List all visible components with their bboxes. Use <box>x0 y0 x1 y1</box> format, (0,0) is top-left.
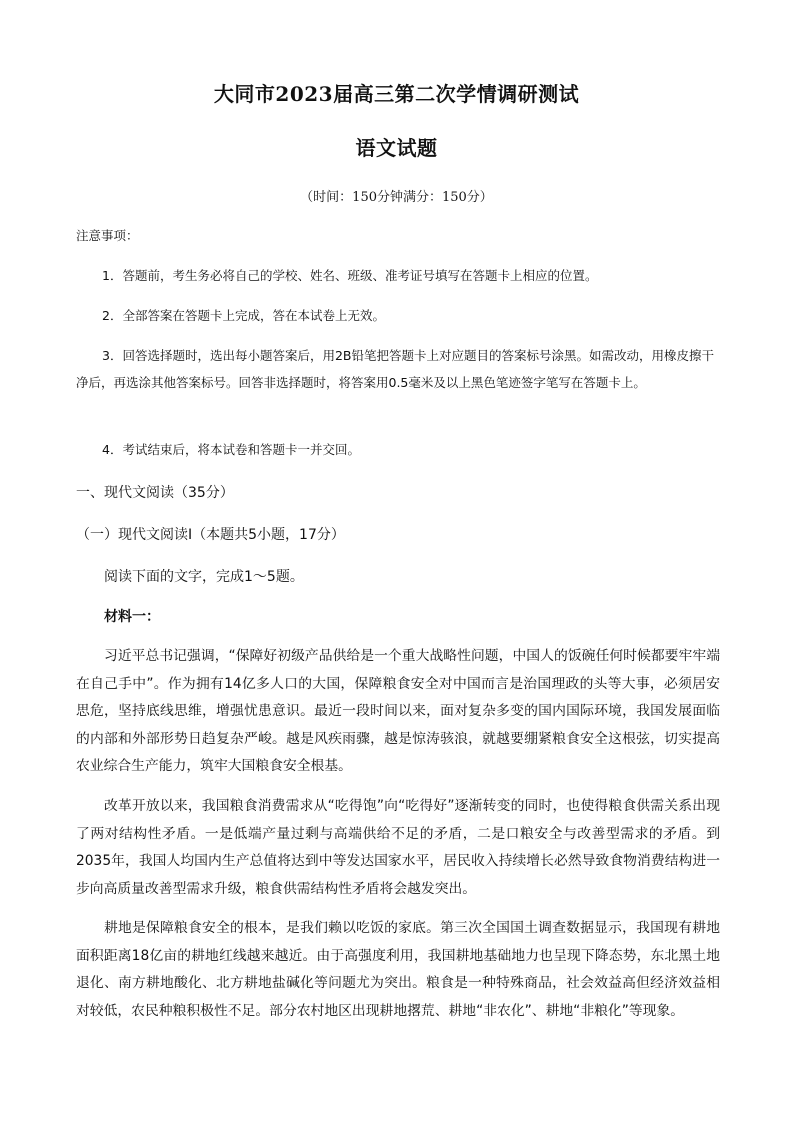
notice-item-4: 4．考试结束后，将本试卷和答题卡一并交回。 <box>102 442 360 457</box>
exam-title: 大同市2023届高三第二次学情调研测试 <box>213 82 580 106</box>
section-heading: 一、现代文阅读（35分） <box>76 485 234 501</box>
section-subheading: （一）现代文阅读Ⅰ（本题共5小题，17分） <box>76 527 345 543</box>
time-info: （时间：150分钟满分：150分） <box>300 190 493 205</box>
notice-item-1: 1．答题前，考生务必将自己的学校、姓名、班级、准考证号填写在答题卡上相应的位置。 <box>102 268 598 283</box>
notice-item-2: 2．全部答案在答题卡上完成，答在本试卷上无效。 <box>102 308 385 323</box>
subject-title: 语文试题 <box>355 136 438 160</box>
notice-heading: 注意事项： <box>76 228 139 243</box>
material-paragraph-1: 习近平总书记强调，“保障好初级产品供给是一个重大战略性问题，中国人的饭碗任何时候都要牢牢端在自己手中”。作为拥有14亿多人口的大国，保障粮食安全对中国而言是治国理政的头等大事，必须居安思危，坚持底线思维，增强忧患意识。最近一段时间以来，面对复杂多变的国内国际环境，我国发展面临的内部和外部形势日趋复杂严峻。越是风疾雨骤，越是惊涛骇浪，就越要绷紧粮食安全这根弦，切实提高农业综合生产能力，筑牢大国粮食安全根基。 <box>76 648 720 774</box>
reading-instruction: 阅读下面的文字，完成1～5题。 <box>104 569 304 585</box>
notice-item-3: 3．回答选择题时，选出每小题答案后，用2B铅笔把答题卡上对应题目的答案标号涂黑。如需改动，用橡皮擦干净后，再选涂其他答案标号。回答非选择题时，将答案用0.5毫米及以上黑色笔迹签字笔写在答题卡上。 <box>76 348 714 390</box>
material-label: 材料一： <box>104 609 160 625</box>
material-paragraph-3: 耕地是保障粮食安全的根本，是我们赖以吃饭的家底。第三次全国国土调查数据显示，我国现有耕地面积距离18亿亩的耕地红线越来越近。由于高强度利用，我国耕地基础地力也呈现下降态势，东北黑土地退化、南方耕地酸化、北方耕地盐碱化等问题尤为突出。粮食是一种特殊商品，社会效益高但经济效益相对较低，农民种粮积极性不足。部分农村地区出现耕地撂荒、耕地“非农化”、耕地“非粮化”等现象。 <box>76 920 720 1019</box>
material-paragraph-2: 改革开放以来，我国粮食消费需求从“吃得饱”向“吃得好”逐渐转变的同时，也使得粮食供需关系出现了两对结构性矛盾。一是低端产量过剩与高端供给不足的矛盾，二是口粮安全与改善型需求的矛盾。到2035年，我国人均国内生产总值将达到中等发达国家水平，居民收入持续增长必然导致食物消费结构进一步向高质量改善型需求升级，粮食供需结构性矛盾将会越发突出。 <box>76 798 720 897</box>
